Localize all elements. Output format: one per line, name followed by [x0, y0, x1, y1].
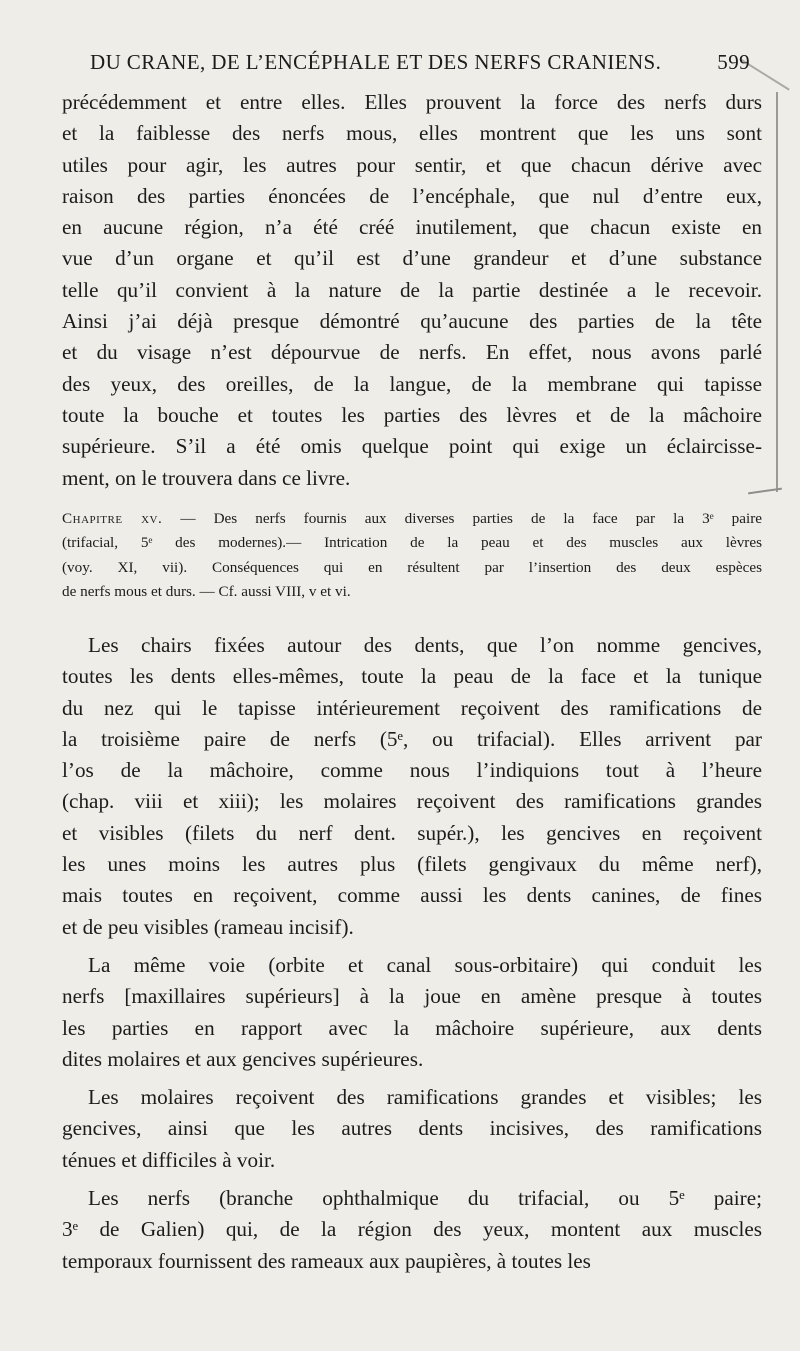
paragraph [62, 630, 762, 943]
summary-line: (trifacial, 5ᵉ des modernes).— Intrication de la peau et des muscles aux lèvres [62, 534, 762, 552]
text-line: la troisième paire de nerfs (5ᵉ, ou trifacial). Elles arrivent par [62, 726, 762, 751]
page-number: 599 [717, 50, 750, 74]
text-line: dites molaires et aux gencives supérieures. [62, 1046, 424, 1071]
text-line: toutes les dents elles-mêmes, toute la peau de la face et la tunique [62, 664, 762, 689]
text-line: vue d’un organe et qu’il est d’une grandeur et d’une substance [62, 246, 762, 271]
text-line: les unes moins les autres plus (filets gengivaux du même nerf), [62, 852, 762, 877]
text-line: Ainsi j’ai déjà presque démontré qu’aucune des parties de la tête [62, 309, 762, 334]
text-line: toute la bouche et toutes les parties des lèvres et de la mâchoire [62, 402, 762, 427]
text-line: mais toutes en reçoivent, comme aussi les dents canines, de fines [62, 883, 762, 908]
paragraph-gap [62, 943, 762, 950]
text-line: les parties en rapport avec la mâchoire supérieure, aux dents [62, 1015, 762, 1040]
text-line: et la faiblesse des nerfs mous, elles montrent que les uns sont [62, 121, 762, 146]
running-header [90, 50, 750, 84]
text-line: en aucune région, n’a été créé inutilement, que chacun existe en [62, 215, 762, 240]
paragraph-gap [62, 1176, 762, 1183]
text-line: et de peu visibles (rameau incisif). [62, 914, 354, 939]
text-line: Les nerfs (branche ophthalmique du trifacial, ou 5ᵉ paire; [88, 1186, 762, 1211]
text-line: et visibles (filets du nerf dent. supér.), les gencives en reçoivent [62, 820, 762, 845]
text-line: ténues et difficiles à voir. [62, 1147, 276, 1172]
text-line: La même voie (orbite et canal sous-orbitaire) qui conduit les [88, 952, 762, 977]
text-line: Les chairs fixées autour des dents, que l’on nomme gencives, [88, 633, 762, 657]
text-line: ment, on le trouvera dans ce livre. [62, 465, 351, 490]
intro-paragraph [62, 87, 762, 494]
text-line: du nez qui le tapisse intérieurement reçoivent des ramifications de [62, 695, 762, 720]
text-line: telle qu’il convient à la nature de la partie destinée a le recevoir. [62, 277, 762, 302]
text-line: 3ᵉ de Galien) qui, de la région des yeux, montent aux muscles [62, 1217, 762, 1242]
margin-pencil-line [776, 92, 778, 492]
summary-line: (voy. XI, vii). Conséquences qui en résultent par l’insertion des deux espèces [62, 558, 762, 576]
running-title: DU CRANE, DE L’ENCÉPHALE ET DES NERFS CRANIENS. [90, 50, 662, 74]
chapter-summary [62, 507, 762, 604]
text-line: nerfs [maxillaires supérieurs] à la joue en amène presque à toutes [62, 984, 762, 1009]
text-line: supérieure. S’il a été omis quelque point qui exige un éclaircisse- [62, 434, 762, 459]
summary-line [62, 507, 762, 531]
paragraph [62, 1082, 762, 1176]
text-line: l’os de la mâchoire, comme nous l’indiquions tout à l’heure [62, 758, 762, 783]
summary-text: — Des nerfs fournis aux diverses parties de la face par la 3ᵉ paire [180, 510, 763, 527]
text-line: Les molaires reçoivent des ramifications grandes et visibles; les [88, 1085, 762, 1110]
text-line: gencives, ainsi que les autres dents incisives, des ramifications [62, 1116, 762, 1141]
text-line: des yeux, des oreilles, de la langue, de la membrane qui tapisse [62, 371, 762, 396]
paragraph [62, 950, 762, 1075]
text-line: temporaux fournissent des rameaux aux paupières, à toutes les [62, 1248, 591, 1273]
text-line: raison des parties énoncées de l’encéphale, que nul d’entre eux, [62, 183, 762, 208]
text-line: et du visage n’est dépourvue de nerfs. En effet, nous avons parlé [62, 340, 762, 365]
summary-line: de nerfs mous et durs. — Cf. aussi VIII, v et vi. [62, 582, 351, 600]
text-line: utiles pour agir, les autres pour sentir, et que chacun dérive avec [62, 152, 762, 177]
paragraph [62, 1183, 762, 1277]
chapter-label: Chapitre xv. [62, 510, 163, 527]
paragraph-gap [62, 1075, 762, 1082]
main-text [62, 630, 762, 1277]
text-line: précédemment et entre elles. Elles prouvent la force des nerfs durs [62, 90, 762, 114]
text-line: (chap. viii et xiii); les molaires reçoivent des ramifications grandes [62, 789, 762, 814]
